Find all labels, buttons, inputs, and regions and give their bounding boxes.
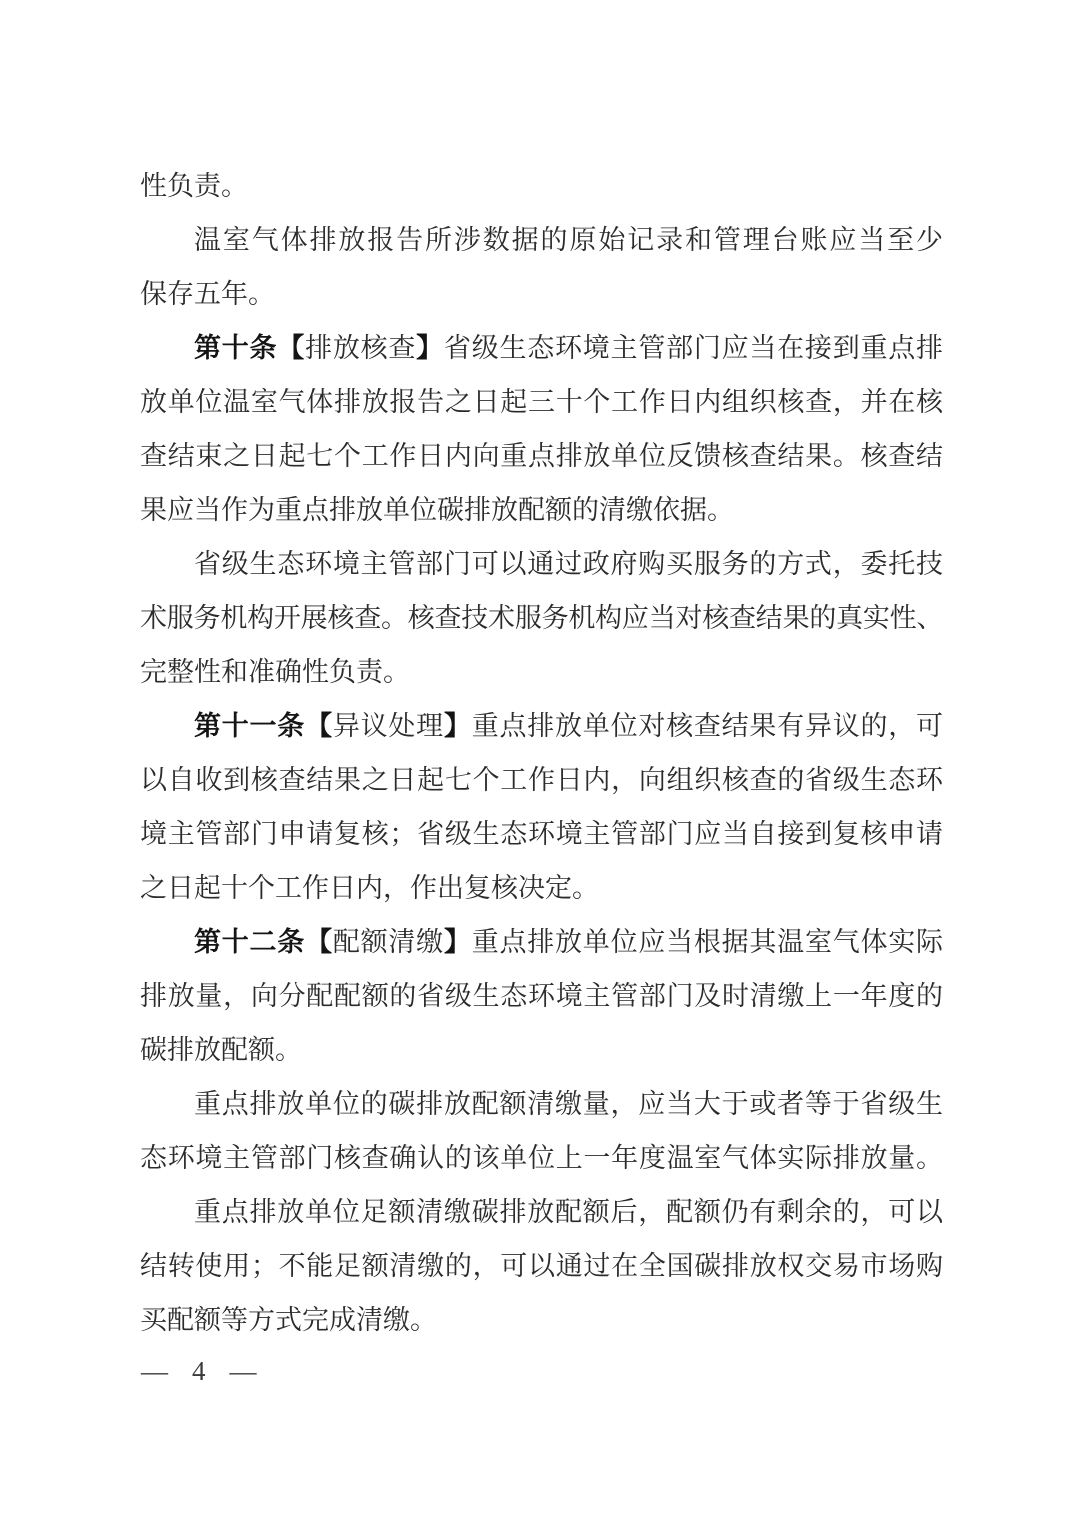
text-run: 态环境主管部门核查确认的该单位上一年度温室气体实际排放量。 xyxy=(140,1143,943,1173)
document-body xyxy=(140,159,943,1347)
text-line xyxy=(140,915,943,969)
paragraph xyxy=(140,321,943,537)
text-run: 境主管部门申请复核；省级生态环境主管部门应当自接到复核申请 xyxy=(140,819,943,849)
text-line xyxy=(140,1239,943,1293)
text-run: 温室气体排放报告所涉数据的原始记录和管理台账应当至少 xyxy=(194,225,943,255)
text-run: 省级生态环境主管部门应当在接到重点排 xyxy=(443,333,944,363)
text-line xyxy=(140,753,943,807)
paragraph xyxy=(140,213,943,321)
text-run: 碳排放配额。 xyxy=(140,1035,302,1065)
text-line xyxy=(140,969,943,1023)
text-line xyxy=(140,213,943,267)
paragraph xyxy=(140,159,943,213)
article-label-run: 】 xyxy=(416,333,444,363)
text-line xyxy=(140,645,943,699)
paragraph xyxy=(140,915,943,1077)
text-run: 重点排放单位的碳排放配额清缴量，应当大于或者等于省级生 xyxy=(194,1089,943,1119)
text-run: 省级生态环境主管部门可以通过政府购买服务的方式，委托技 xyxy=(194,549,943,579)
text-line xyxy=(140,1077,943,1131)
article-label-run: 】 xyxy=(443,711,472,741)
text-run: 保存五年。 xyxy=(140,279,275,309)
article-label-run: 第十二条【 xyxy=(194,927,333,957)
text-run: 重点排放单位对核查结果有异议的，可 xyxy=(471,711,944,741)
page-number: 4 xyxy=(192,1356,206,1386)
text-line xyxy=(140,267,943,321)
text-line xyxy=(140,159,943,213)
paragraph xyxy=(140,699,943,915)
text-run: 异议处理 xyxy=(332,711,444,741)
text-run: 完整性和准确性负责。 xyxy=(140,657,410,687)
text-run: 术服务机构开展核查。核查技术服务机构应当对核查结果的真实性、 xyxy=(140,603,943,633)
footer-left-dash: — xyxy=(141,1356,168,1386)
article-label-run: 第十一条【 xyxy=(194,711,333,741)
text-run: 配额清缴 xyxy=(332,927,444,957)
text-run: 买配额等方式完成清缴。 xyxy=(140,1305,437,1335)
text-run: 排放核查 xyxy=(305,333,417,363)
page-footer xyxy=(141,1344,257,1398)
text-line xyxy=(140,1293,943,1347)
paragraph xyxy=(140,1185,943,1347)
text-line xyxy=(140,537,943,591)
text-run: 放单位温室气体排放报告之日起三十个工作日内组织核查，并在核 xyxy=(140,387,943,417)
text-run: 结转使用；不能足额清缴的，可以通过在全国碳排放权交易市场购 xyxy=(140,1251,943,1281)
text-line xyxy=(140,375,943,429)
text-line xyxy=(140,1023,943,1077)
text-line xyxy=(140,1185,943,1239)
text-line xyxy=(140,1131,943,1185)
text-run: 排放量，向分配配额的省级生态环境主管部门及时清缴上一年度的 xyxy=(140,981,943,1011)
text-line xyxy=(140,861,943,915)
text-line xyxy=(140,591,943,645)
text-line xyxy=(140,807,943,861)
paragraph xyxy=(140,537,943,699)
article-label-run: 第十条【 xyxy=(194,333,306,363)
text-run: 查结束之日起七个工作日内向重点排放单位反馈核查结果。核查结 xyxy=(140,441,943,471)
text-run: 重点排放单位应当根据其温室气体实际 xyxy=(471,927,944,957)
text-run: 性负责。 xyxy=(140,171,248,201)
text-run: 以自收到核查结果之日起七个工作日内，向组织核查的省级生态环 xyxy=(140,765,943,795)
text-run: 之日起十个工作日内，作出复核决定。 xyxy=(140,873,599,903)
text-line xyxy=(140,321,943,375)
text-line xyxy=(140,429,943,483)
footer-right-dash: — xyxy=(229,1356,257,1386)
text-run: 果应当作为重点排放单位碳排放配额的清缴依据。 xyxy=(140,495,734,525)
paragraph xyxy=(140,1077,943,1185)
text-run: 重点排放单位足额清缴碳排放配额后，配额仍有剩余的，可以 xyxy=(194,1197,943,1227)
article-label-run: 】 xyxy=(443,927,472,957)
text-line xyxy=(140,483,943,537)
text-line xyxy=(140,699,943,753)
